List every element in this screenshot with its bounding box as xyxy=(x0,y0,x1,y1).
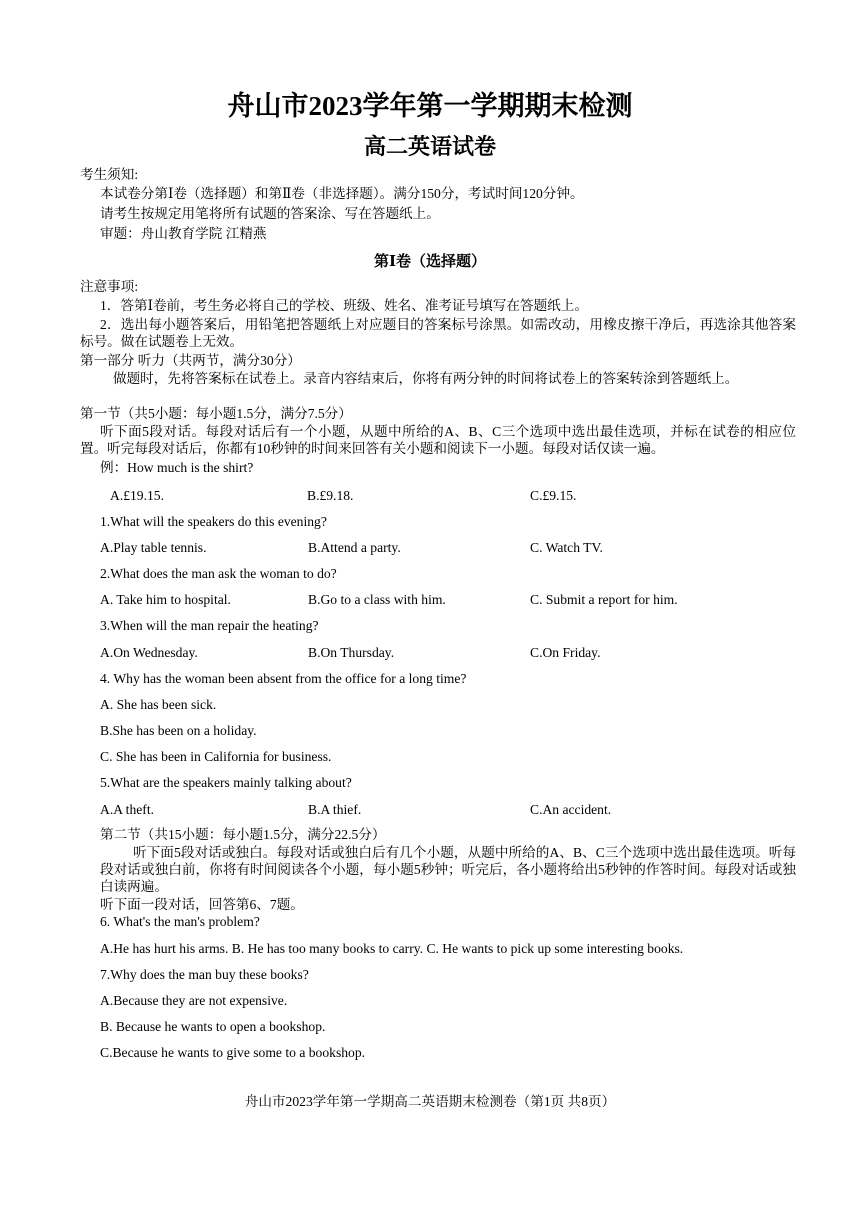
q3-option-a: A.On Wednesday. xyxy=(100,645,198,660)
q1-option-a: A.Play table tennis. xyxy=(100,540,207,555)
notice-line-2: 请考生按规定用笔将所有试题的答案涂、写在答题纸上。 xyxy=(100,206,440,221)
sec1-title: 第一节（共5小题：每小题1.5分，满分7.5分） xyxy=(80,406,352,421)
part1-title: 第一部分 听力（共两节，满分30分） xyxy=(80,353,301,368)
example-question: 例：How much is the shirt? xyxy=(100,460,254,475)
sec2-sub: 听下面一段对话，回答第6、7题。 xyxy=(100,897,304,912)
question-1: 1.What will the speakers do this evening? xyxy=(100,514,327,529)
q2-option-c: C. Submit a report for him. xyxy=(530,592,678,607)
q6-options: A.He has hurt his arms. B. He has too many books to carry. C. He wants to pick up some interesting books. xyxy=(100,941,684,956)
q7-option-b: B. Because he wants to open a bookshop. xyxy=(100,1019,326,1034)
q3-option-c: C.On Friday. xyxy=(530,645,601,660)
notice-line-3: 审题：舟山教育学院 江精燕 xyxy=(100,226,267,241)
notice-line-1: 本试卷分第Ⅰ卷（选择题）和第Ⅱ卷（非选择题）。满分150分，考试时间120分钟。 xyxy=(100,186,584,201)
q5-option-c: C.An accident. xyxy=(530,802,612,817)
example-option-c: C.£9.15. xyxy=(530,488,577,503)
q7-option-a: A.Because they are not expensive. xyxy=(100,993,288,1008)
note-2: 2．选出每小题答案后，用铅笔把答题纸上对应题目的答案标号涂黑。如需改动，用橡皮擦干净后，再选涂其他答案标号。做在试题卷上无效。 xyxy=(80,317,796,349)
question-5: 5.What are the speakers mainly talking about? xyxy=(100,775,352,790)
q4-option-a: A. She has been sick. xyxy=(100,697,217,712)
question-3: 3.When will the man repair the heating? xyxy=(100,618,319,633)
question-4: 4. Why has the woman been absent from the office for a long time? xyxy=(100,671,467,686)
question-7: 7.Why does the man buy these books? xyxy=(100,967,309,982)
sec2-title: 第二节（共15小题：每小题1.5分，满分22.5分） xyxy=(100,827,386,842)
exam-subtitle: 高二英语试卷 xyxy=(363,134,496,159)
sec2-intro: 听下面5段对话或独白。每段对话或独白后有几个小题，从题中所给的A、B、C三个选项中选出最佳选项。听每段对话或独白前，你将有时间阅读各个小题，每小题5秒钟；听完后，各小题将给出5秒钟的作答时间。每段对话或独白读两遍。 xyxy=(100,845,796,894)
notice-label: 考生须知: xyxy=(80,167,139,182)
example-option-b: B.£9.18. xyxy=(307,488,354,503)
q5-option-b: B.A thief. xyxy=(308,802,362,817)
notes-label: 注意事项: xyxy=(80,279,139,294)
example-option-a: A.£19.15. xyxy=(110,488,164,503)
question-6: 6. What's the man's problem? xyxy=(100,914,260,929)
q4-option-c: C. She has been in California for business. xyxy=(100,749,332,764)
q1-option-b: B.Attend a party. xyxy=(308,540,401,555)
q5-option-a: A.A theft. xyxy=(100,802,154,817)
q2-option-b: B.Go to a class with him. xyxy=(308,592,446,607)
q7-option-c: C.Because he wants to give some to a bookshop. xyxy=(100,1045,366,1060)
q4-option-b: B.She has been on a holiday. xyxy=(100,723,257,738)
part1-intro: 做题时，先将答案标在试卷上。录音内容结束后，你将有两分钟的时间将试卷上的答案转涂到答题纸上。 xyxy=(113,371,739,386)
sec1-intro: 听下面5段对话。每段对话后有一个小题，从题中所给的A、B、C三个选项中选出最佳选项，并标在试卷的相应位置。听完每段对话后，你都有10秒钟的时间来回答有关小题和阅读下一小题。每段对话仅读一遍。 xyxy=(80,424,796,456)
note-1: 1．答第Ⅰ卷前，考生务必将自己的学校、班级、姓名、准考证号填写在答题纸上。 xyxy=(100,298,588,313)
q3-option-b: B.On Thursday. xyxy=(308,645,395,660)
section-title: 第Ⅰ卷（选择题） xyxy=(373,254,487,270)
page-footer: 舟山市2023学年第一学期高二英语期末检测卷（第1页 共8页） xyxy=(244,1094,616,1109)
exam-title: 舟山市2023学年第一学期期末检测 xyxy=(227,91,633,121)
q2-option-a: A. Take him to hospital. xyxy=(100,592,231,607)
question-2: 2.What does the man ask the woman to do? xyxy=(100,566,337,581)
q1-option-c: C. Watch TV. xyxy=(530,540,603,555)
